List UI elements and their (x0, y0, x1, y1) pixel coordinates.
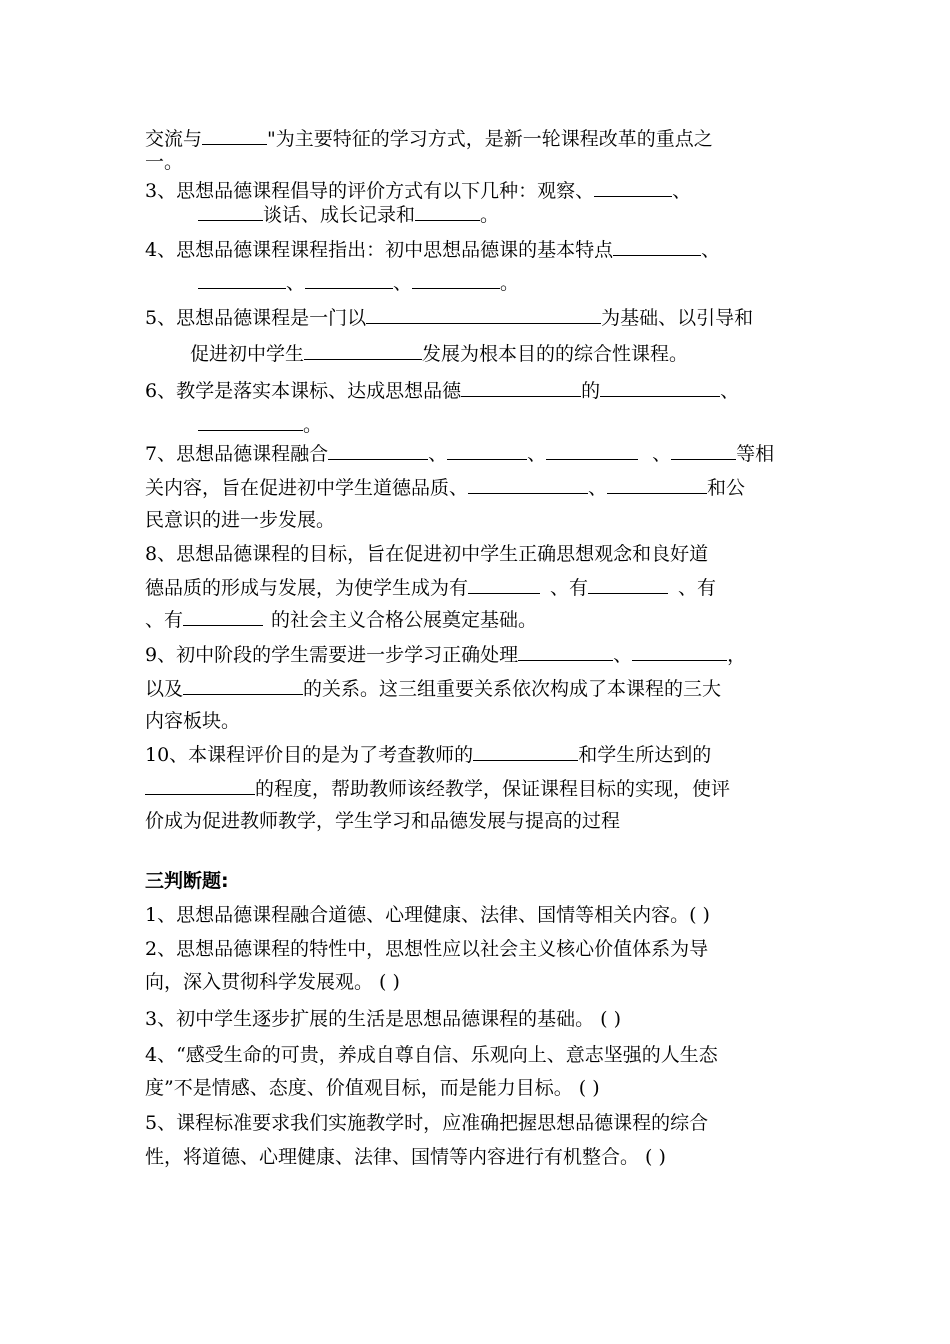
text-run: 、 (652, 443, 672, 465)
fill-blank[interactable] (632, 642, 727, 661)
heading-text: 三判断题: (145, 870, 229, 892)
fill-blank[interactable] (600, 378, 720, 397)
text-run: 1、思想品德课程融合道德、心理健康、法律、国情等相关内容。( ) (145, 904, 710, 926)
judgment-5 (145, 1111, 708, 1135)
text-line (145, 1076, 600, 1100)
question-5 (145, 305, 753, 330)
text-run: 和学生所达到的 (578, 744, 712, 766)
question-10 (145, 742, 711, 767)
fill-blank[interactable] (468, 575, 540, 594)
fill-blank[interactable] (468, 475, 588, 494)
fill-blank[interactable] (198, 202, 263, 221)
text-run: 7、思想品德课程融合 (145, 443, 329, 465)
fill-blank[interactable] (304, 341, 422, 360)
judgment-3 (145, 1007, 621, 1031)
fill-blank[interactable] (594, 178, 672, 197)
text-run: 、 (672, 180, 692, 202)
fill-blank[interactable] (518, 642, 613, 661)
judgment-2 (145, 937, 708, 961)
fill-blank[interactable] (613, 237, 701, 256)
fill-blank[interactable] (183, 607, 263, 626)
text-run: 价成为促进教师教学，学生学习和品德发展与提高的过程 (145, 810, 621, 832)
text-run: 、 (428, 443, 448, 465)
text-run: 性，将道德、心理健康、法律、国情等内容进行有机整合。 ( ) (145, 1146, 666, 1168)
text-run: 、 (527, 443, 547, 465)
text-run: 5、思想品德课程是一门以 (145, 307, 367, 329)
text-line (145, 150, 183, 174)
text-run: 谈话、成长记录和 (263, 204, 416, 226)
text-run: 为基础、以引导和 (601, 307, 754, 329)
text-run: 6、教学是落实本课标、达成思想品德 (145, 380, 462, 402)
question-7 (145, 441, 774, 466)
text-line (198, 202, 499, 227)
text-run: 4、“感受生命的可贵，养成自尊自信、乐观向上、意志坚强的人生态 (145, 1044, 718, 1066)
text-run: 关内容，旨在促进初中学生道德品质、 (145, 477, 469, 499)
text-run: 一。 (145, 151, 184, 173)
question-9 (145, 642, 746, 667)
text-run: 9、初中阶段的学生需要进一步学习正确处理 (145, 644, 519, 666)
text-line (145, 126, 713, 151)
text-line (145, 709, 240, 733)
question-3 (145, 178, 691, 203)
text-run: 3、思想品德课程倡导的评价方式有以下几种：观察、 (145, 180, 595, 202)
text-line (198, 270, 519, 295)
text-run: 德品质的形成与发展，为使学生成为有 (145, 577, 469, 599)
text-run: 。 (500, 272, 520, 294)
text-run: 10、本课程评价目的是为了考查教师的 (145, 744, 474, 766)
text-run: 的关系。这三组重要关系依次构成了本课程的三大 (303, 678, 722, 700)
text-line (145, 575, 716, 600)
text-run: 发展为根本目的的综合性课程。 (422, 343, 689, 365)
text-run: 和公 (707, 477, 746, 499)
text-run: 度”不是情感、态度、价值观目标，而是能力目标。 ( ) (145, 1077, 600, 1099)
text-line (190, 341, 688, 366)
text-run: 、 (701, 239, 721, 261)
fill-blank[interactable] (145, 776, 255, 795)
judgment-1 (145, 903, 710, 927)
text-run: 、 (588, 477, 608, 499)
question-8 (145, 542, 708, 566)
text-run: 、有 (145, 609, 184, 631)
text-run: 的 (581, 380, 601, 402)
text-run: 3、初中学生逐步扩展的生活是思想品德课程的基础。 ( ) (145, 1008, 621, 1030)
text-line (145, 970, 400, 994)
fill-blank[interactable] (447, 441, 527, 460)
judgment-4 (145, 1043, 718, 1067)
text-line (145, 809, 620, 833)
text-line (145, 607, 537, 632)
text-line (145, 1145, 666, 1169)
fill-blank[interactable] (412, 270, 500, 289)
text-run: 5、课程标准要求我们实施教学时，应准确把握思想品德课程的综合 (145, 1112, 709, 1134)
text-run: "为主要特征的学习方式，是新一轮课程改革的重点之 (267, 128, 713, 150)
question-6 (145, 378, 739, 403)
text-run: 。 (480, 204, 500, 226)
fill-blank[interactable] (198, 270, 286, 289)
text-run: 。 (303, 414, 323, 436)
fill-blank[interactable] (183, 676, 303, 695)
text-run: 等相 (736, 443, 775, 465)
text-line (198, 412, 322, 437)
fill-blank[interactable] (328, 441, 428, 460)
text-run: 内容板块。 (145, 710, 241, 732)
fill-blank[interactable] (415, 202, 480, 221)
section-heading (145, 869, 229, 893)
fill-blank[interactable] (202, 126, 267, 145)
question-4 (145, 237, 720, 262)
text-run: 的程度，帮助教师该经教学，保证课程目标的实现，使评 (255, 778, 731, 800)
text-run: 的社会主义合格公展奠定基础。 (271, 609, 538, 631)
text-run: 交流与 (145, 128, 203, 150)
text-run: 、有 (550, 577, 589, 599)
text-line (145, 475, 745, 500)
fill-blank[interactable] (461, 378, 581, 397)
text-run: ， (727, 644, 747, 666)
text-line (145, 676, 721, 701)
text-run: 向，深入贯彻科学发展观。 ( ) (145, 971, 400, 993)
text-run: 8、思想品德课程的目标，旨在促进初中学生正确思想观念和良好道 (145, 543, 709, 565)
text-run: 、 (720, 380, 740, 402)
text-line (145, 508, 335, 532)
fill-blank[interactable] (473, 742, 578, 761)
fill-blank[interactable] (198, 412, 303, 431)
text-line (145, 776, 730, 801)
fill-blank[interactable] (588, 575, 668, 594)
text-run: 、 (393, 272, 413, 294)
fill-blank[interactable] (366, 305, 601, 324)
fill-blank[interactable] (546, 441, 638, 460)
text-run: 4、思想品德课程课程指出：初中思想品德课的基本特点 (145, 239, 614, 261)
text-run: 、 (286, 272, 306, 294)
text-run: 2、思想品德课程的特性中，思想性应以社会主义核心价值体系为导 (145, 938, 709, 960)
text-run: 促进初中学生 (190, 343, 305, 365)
fill-blank[interactable] (607, 475, 707, 494)
text-run: 以及 (145, 678, 184, 700)
text-run: 、 (613, 644, 633, 666)
text-run: 民意识的进一步发展。 (145, 509, 336, 531)
text-run: 、有 (678, 577, 717, 599)
fill-blank[interactable] (671, 441, 736, 460)
fill-blank[interactable] (305, 270, 393, 289)
